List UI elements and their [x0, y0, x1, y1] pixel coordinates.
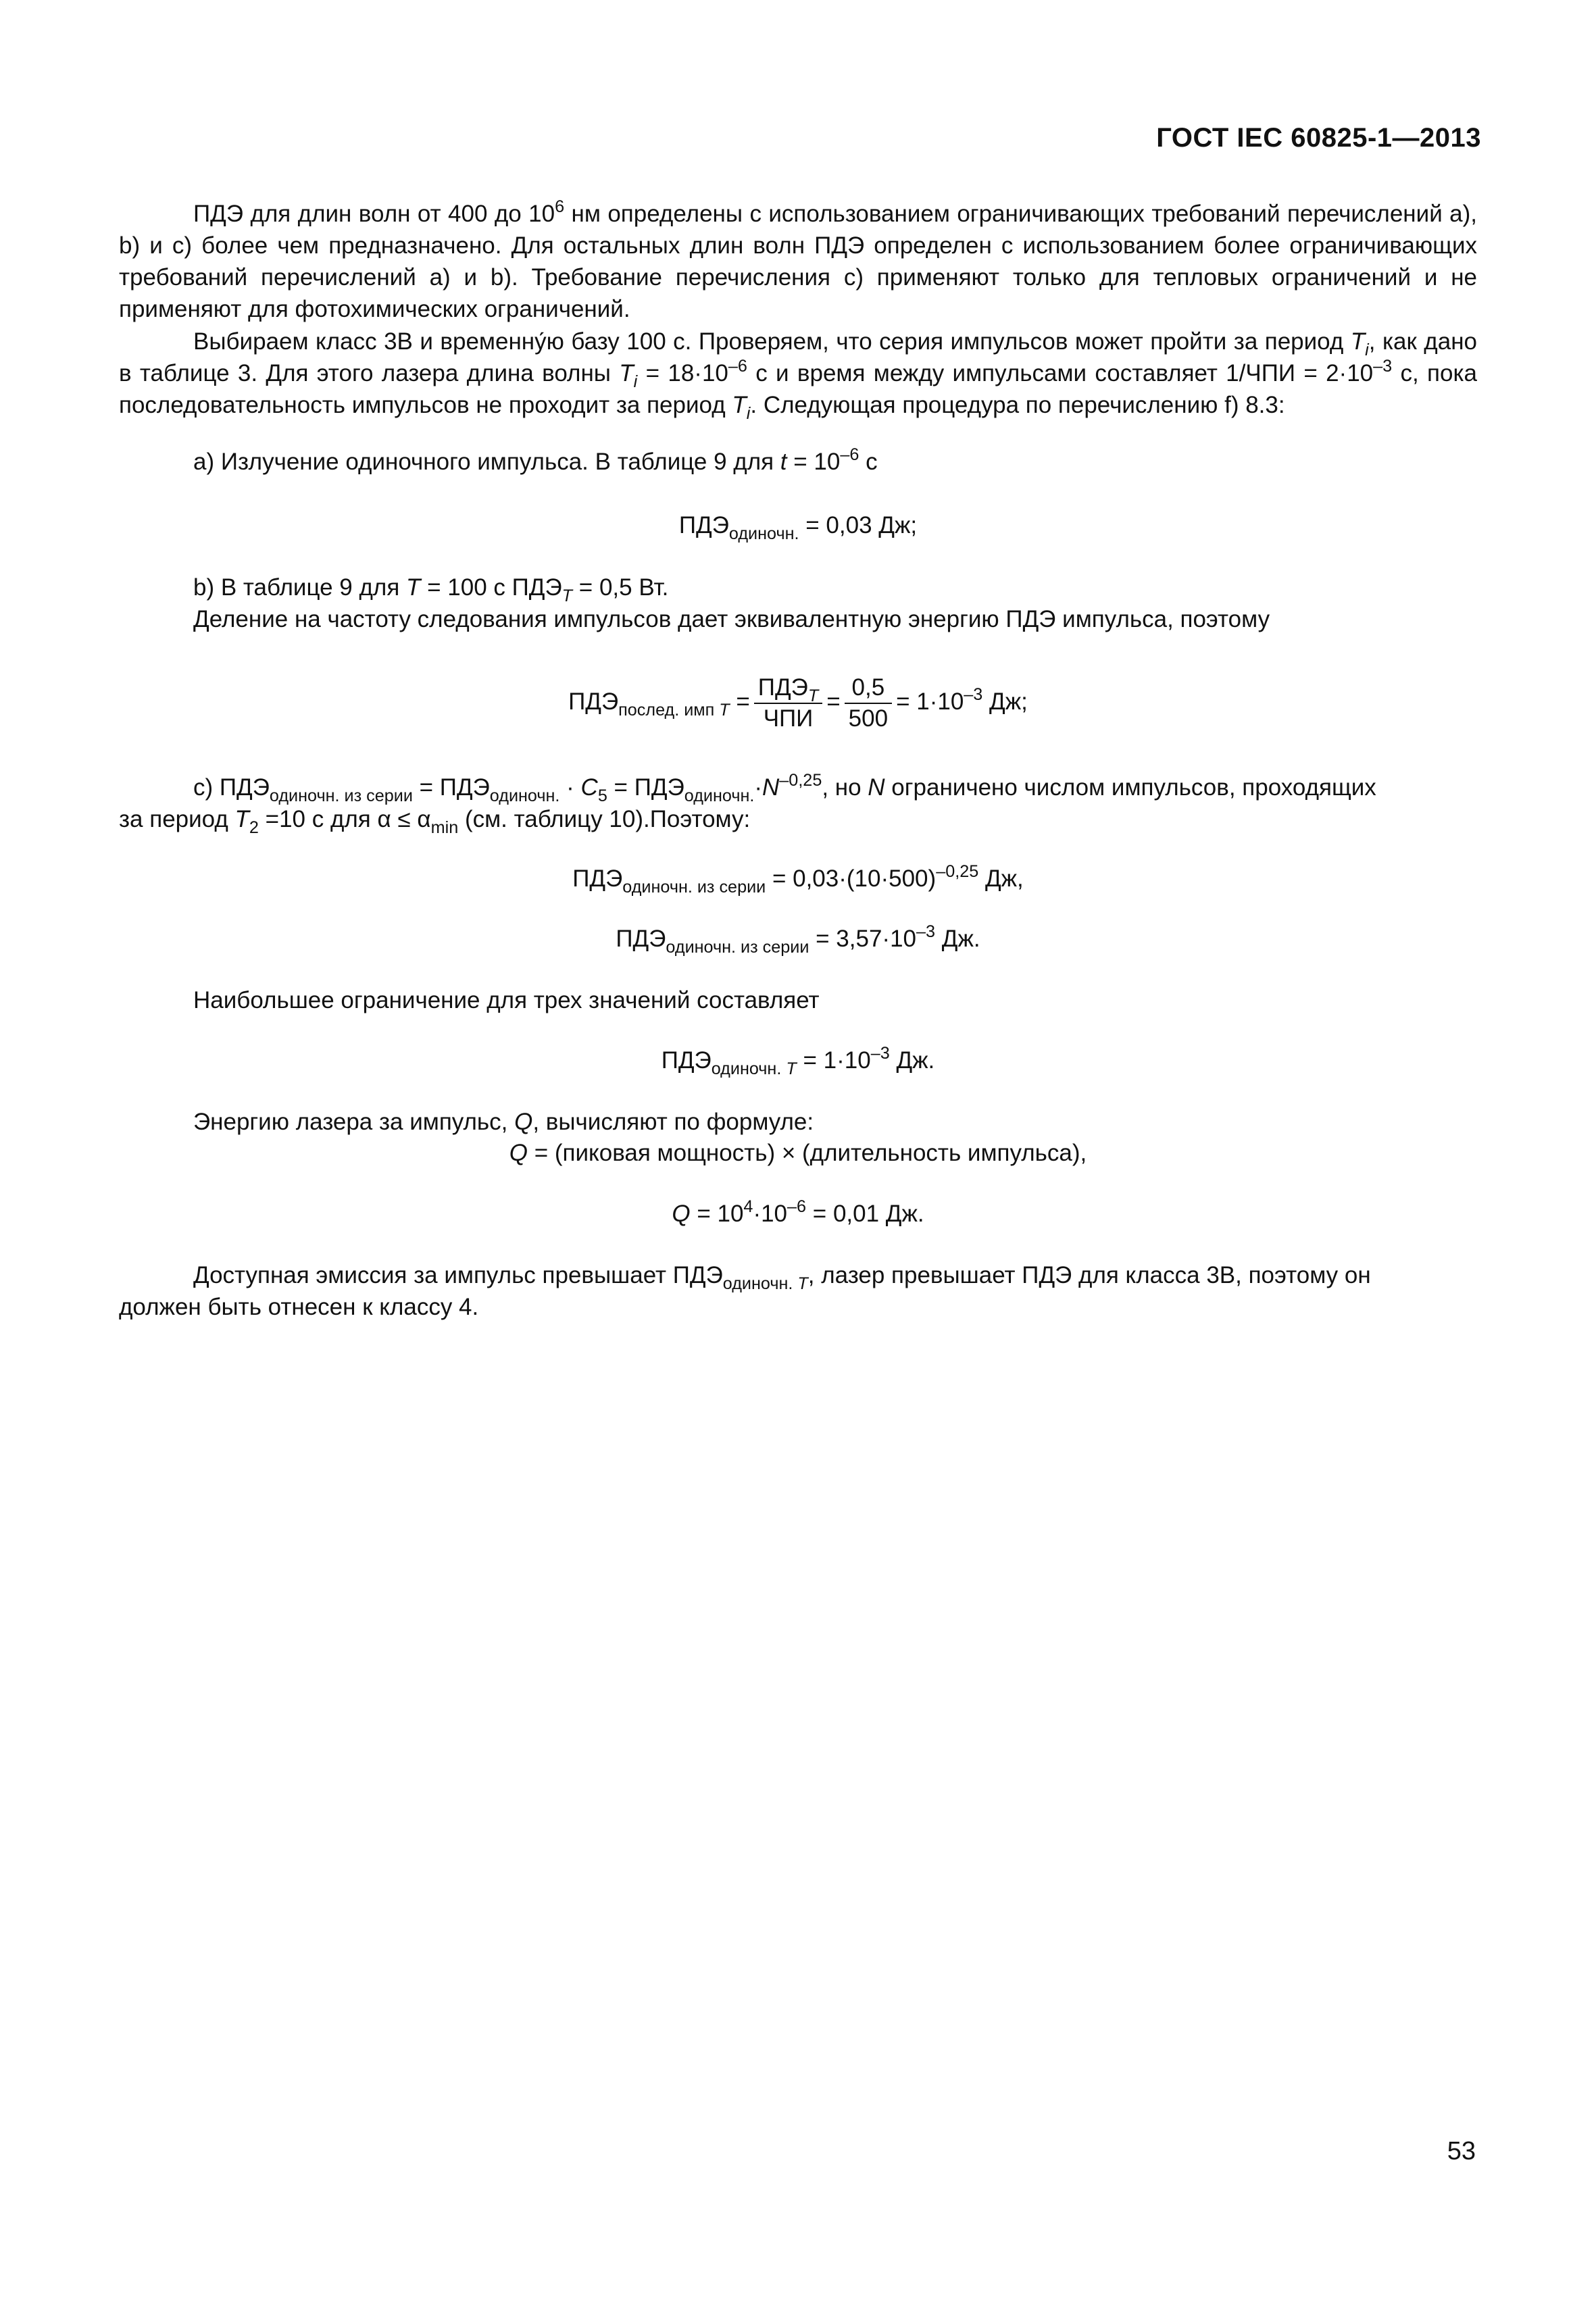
equation-2: $ПДЭ_{послед. имп T}$ = $\frac{ПДЭ_T}{\text{ЧПИ}}$ = $\frac{0,5}{500}$ = $1\cdot 10^{-3}$ Дж; [119, 673, 1477, 734]
item-c: с) $ПДЭ_{одиночн. из серии} = ПДЭ_{одиночн.} \cdot C_5 = ПДЭ_{одиночн.}\cdot N^{-0,25}$, но N ограничено числом импульсов, проходящих [193, 771, 1376, 805]
equation-4: $ПДЭ_{одиночн. из серии} = 3,57\cdot 10^{-3}$ Дж. [616, 922, 980, 957]
fraction-1: $\frac{ПДЭ_T}{\text{ЧПИ}}$ [754, 673, 822, 734]
division-text: Деление на частоту следования импульсов дает эквивалентную энергию ПДЭ импульса, поэтому [193, 606, 1270, 632]
equation-5: $ПДЭ_{одиночн. T} = 1\cdot 10^{-3}$ Дж. [661, 1044, 935, 1078]
equation-6: Q = (пиковая мощность) × (длительность импульса), [509, 1140, 1087, 1166]
max-limit-text: Наибольшее ограничение для трех значений составляет [193, 987, 820, 1013]
paragraph-1: ПДЭ для длин волн от 400 до $10^6$ нм определены с использованием ограничивающих требований перечислений а), b) и с) более чем предназначено. Для остальных длин волн ПДЭ определен с использованием более ограничивающих требований перечислений а) и b). Требование перечисления с) применяют только для тепловых ограничений и не применяют для фотохимических ограничений. [119, 197, 1478, 322]
energy-text: Энергию лазера за импульс, Q, вычисляют по формуле: [193, 1109, 814, 1135]
equation-3: $ПДЭ_{одиночн. из серии} = 0,03\cdot(10\cdot 500)^{-0,25}$ Дж, [572, 862, 1024, 897]
document-header: ГОСТ IEC 60825-1—2013 [1156, 123, 1481, 153]
item-b: b) В таблице 9 для T = 100 с $ПДЭ_T = 0,5$ Вт. [193, 574, 669, 605]
equation-7: $Q = 10^4\cdot 10^{-6} = 0,01$ Дж. [672, 1197, 924, 1227]
fraction-2: $\frac{0,5}{500}$ [845, 673, 892, 734]
item-a: а) Излучение одиночного импульса. В таблице 9 для $t = 10^{-6}$ с [193, 445, 878, 475]
item-c-cont: за период $T_2 =10$ с для $\alpha \le \alpha_{min}$ (см. таблицу 10).Поэтому: [119, 806, 751, 837]
page-number: 53 [1447, 2137, 1476, 2165]
final-paragraph: Доступная эмиссия за импульс превышает $ПДЭ_{одиночн. T}$, лазер превышает ПДЭ для класса 3В, поэтому он [193, 1262, 1371, 1293]
final-paragraph-cont: должен быть отнесен к классу 4. [119, 1294, 479, 1320]
paragraph-2: Выбираем класс 3В и временну́ю базу 100 с. Проверяем, что серия импульсов может пройти за период $T_i$, как дано в таблице 3. Для этого лазера длина волны $T_i = 18\cdot 10^{-6}$ с и время между импульсами составляет $1/ЧПИ = 2\cdot 10^{-3}$ с, пока последовательность импульсов не проходит за период $T_i$. Следующая процедура по перечислению f) 8.3: [119, 328, 1477, 423]
equation-1: $ПДЭ_{одиночн.} = 0,03$ Дж; [678, 512, 918, 543]
